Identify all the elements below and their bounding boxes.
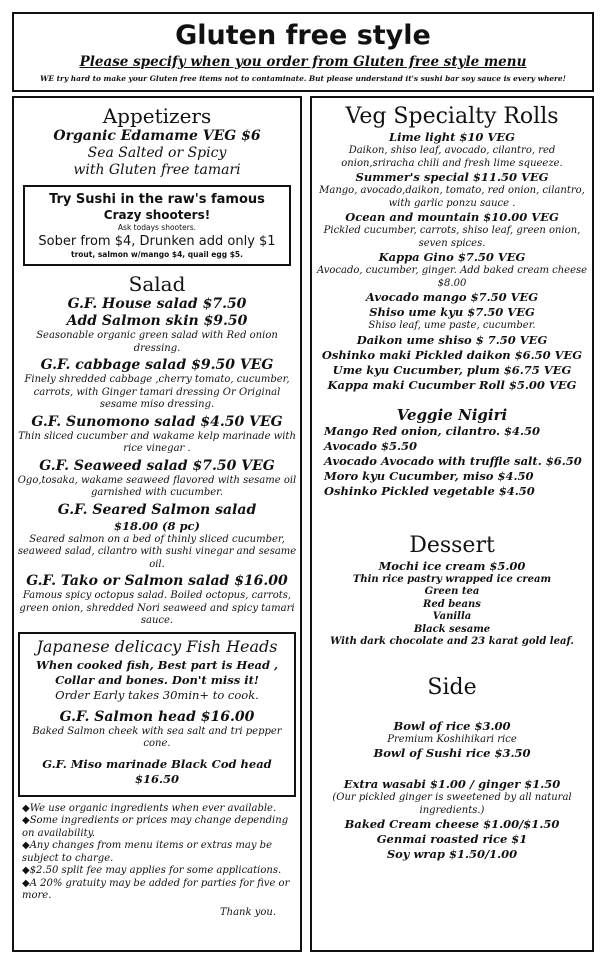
salad-heading: Salad (128, 272, 186, 296)
shooters-ask: Ask todays shooters. (117, 223, 197, 232)
note-item: ◆Any changes from menu items or extras may be subject to charge. (22, 840, 273, 864)
header-subtitle: Please specify when you order from Gluten free style menu (79, 54, 527, 70)
item-desc: Thin sliced cucumber and wakame kelp marinade with rice vinegar . (18, 430, 296, 454)
menu-item: G.F. Sunomono salad $4.50 VEG (31, 413, 283, 430)
note-item: ◆We use organic ingredients when ever available. (22, 802, 277, 814)
menu-item: G.F. Seared Salmon salad (57, 501, 257, 518)
item-desc: Ogo,tosaka, wakame seaweed flavored with sesame oil garnished with cucumber. (17, 474, 297, 498)
menu-item: Mochi ice cream $5.00 (378, 558, 526, 573)
note-item: ◆Some ingredients or prices may change depending on availability. (22, 815, 289, 839)
side-heading: Side (427, 674, 477, 700)
nigiri-list (312, 424, 592, 499)
page-title: Gluten free style (175, 20, 431, 51)
menu-item: Summer's special $11.50 VEG (355, 170, 549, 184)
menu-item: G.F. Tako or Salmon salad $16.00 (26, 573, 288, 589)
thank-you: Thank you. (219, 906, 276, 918)
dessert-flavor: With dark chocolate and 23 karat gold leaf. (330, 636, 574, 647)
left-column (12, 96, 302, 952)
menu-item: G.F. Seaweed salad $7.50 VEG (39, 457, 275, 474)
item-desc: Shiso leaf, ume paste, cucumber. (368, 320, 536, 331)
menu-item: Mango Red onion, cilantro. $4.50 (324, 423, 541, 438)
nigiri-heading: Veggie Nigiri (396, 405, 508, 424)
fish-heads-line: Order Early takes 30min+ to cook. (55, 687, 259, 702)
item-desc: Daikon, shiso leaf, avocado, cilantro, red onion,sriracha chili and fresh lime squeeze. (341, 145, 563, 169)
fish-heads-title: Japanese delicacy Fish Heads (36, 636, 278, 656)
dessert-flavor: Red beans (423, 598, 481, 610)
menu-item: G.F. Salmon head $16.00 (59, 708, 255, 725)
shooters-price: Sober from $4, Drunken add only $1 (38, 234, 276, 249)
item-desc: Pickled cucumber, carrots, shiso leaf, green onion, seven spices. (323, 225, 581, 249)
menu-item: Avocado $5.50 (324, 438, 417, 453)
notes-list (14, 803, 300, 918)
menu-item: G.F. Miso marinade Black Cod head $16.50 (42, 756, 272, 786)
shooters-title: Try Sushi in the raw's famous (49, 192, 265, 207)
item-desc: Finely shredded cabbage ,cherry tomato, cucumber, carrots, with Ginger tamari dressing Or Original sesame miso dressing. (24, 374, 290, 410)
rolls-heading: Veg Specialty Rolls (345, 104, 559, 129)
item-desc: Famous spicy octopus salad. Boiled octopus, carrots, green onion, shredded Nori seaweed and spicy tamari sauce. (19, 590, 295, 626)
menu-item: Soy wrap $1.50/1.00 (386, 847, 518, 861)
item-desc: (Our pickled ginger is sweetened by all natural ingredients.) (332, 792, 572, 816)
dessert-sub: Thin rice pastry wrapped ice cream (352, 573, 552, 585)
menu-item: Ocean and mountain $10.00 VEG (345, 210, 559, 224)
menu-item: G.F. cabbage salad $9.50 VEG (40, 357, 274, 373)
menu-item: Genmai roasted rice $1 (376, 832, 528, 846)
item-desc: with Gluten free tamari (73, 162, 241, 178)
menu-item: Extra wasabi $1.00 / ginger $1.50 (343, 777, 561, 791)
menu-item: Add Salmon skin $9.50 (66, 313, 248, 329)
header-note: WE try hard to make your Gluten free items not to contaminate. But please understand it's sushi bar soy sauce is every where! (40, 74, 566, 83)
item-price: $18.00 (8 pc) (114, 518, 200, 533)
shooters-box (23, 185, 291, 266)
dessert-flavor: Green tea (424, 586, 480, 597)
menu-item: Baked Cream cheese $1.00/$1.50 (344, 817, 560, 831)
item-desc: Sea Salted or Spicy (87, 145, 227, 161)
note-item: ◆$2.50 split fee may applies for some applications. (22, 865, 282, 876)
item-desc: Avocado, cucumber, ginger. Add baked cream cheese $8.00 (316, 265, 588, 289)
menu-item: Bowl of rice $3.00 (393, 718, 511, 733)
menu-item: Kappa Gino $7.50 VEG (378, 250, 526, 264)
header (12, 12, 594, 92)
appetizers-heading: Appetizers (102, 104, 212, 128)
menu-item: Ume kyu Cucumber, plum $6.75 VEG (332, 362, 572, 377)
menu-item: Daikon ume shiso $ 7.50 VEG (356, 332, 548, 347)
item-desc: Mango, avocado,daikon, tomato, red onion, cilantro, with garlic ponzu sauce . (319, 185, 585, 209)
item-desc: Seared salmon on a bed of thinly sliced cucumber, seaweed salad, cilantro with sushi vinegar and sesame oil. (17, 533, 297, 570)
menu-item: Organic Edamame VEG $6 (53, 128, 261, 144)
menu-item: Lime light $10 VEG (389, 130, 515, 144)
right-column (310, 96, 594, 952)
item-desc: Premium Koshihikari rice (387, 733, 517, 745)
fish-heads-line: When cooked fish, Best part is Head , (35, 657, 279, 672)
item-desc: Seasonable organic green salad with Red onion dressing. (36, 330, 278, 354)
dessert-flavor: Vanilla (432, 611, 472, 622)
menu-item: Shiso ume kyu $7.50 VEG (369, 305, 535, 319)
menu-item: G.F. House salad $7.50 (67, 296, 247, 312)
menu-item: Avocado mango $7.50 VEG (365, 290, 539, 304)
menu-item: Oshinko maki Pickled daikon $6.50 VEG (321, 347, 583, 362)
dessert-flavor: Black sesame (413, 623, 491, 635)
menu-item: Kappa maki Cucumber Roll $5.00 VEG (327, 377, 577, 392)
dessert-heading: Dessert (409, 532, 495, 558)
item-desc: Baked Salmon cheek with sea salt and tri pepper cone. (32, 725, 282, 749)
menu-item: Avocado Avocado with truffle salt. $6.50 (324, 453, 582, 468)
menu-item: Bowl of Sushi rice $3.50 (373, 746, 531, 760)
menu-item: Oshinko Pickled vegetable $4.50 (324, 483, 535, 498)
fish-heads-box (18, 632, 296, 797)
fish-heads-line: Collar and bones. Don't miss it! (55, 672, 259, 687)
note-item: ◆A 20% gratuity may be added for parties for five or more. (22, 877, 290, 901)
shooters-subtitle: Crazy shooters! (103, 208, 211, 222)
shooters-fish: trout, salmon w/mango $4, quail egg $5. (71, 250, 243, 259)
menu-item: Moro kyu Cucumber, miso $4.50 (324, 468, 534, 483)
